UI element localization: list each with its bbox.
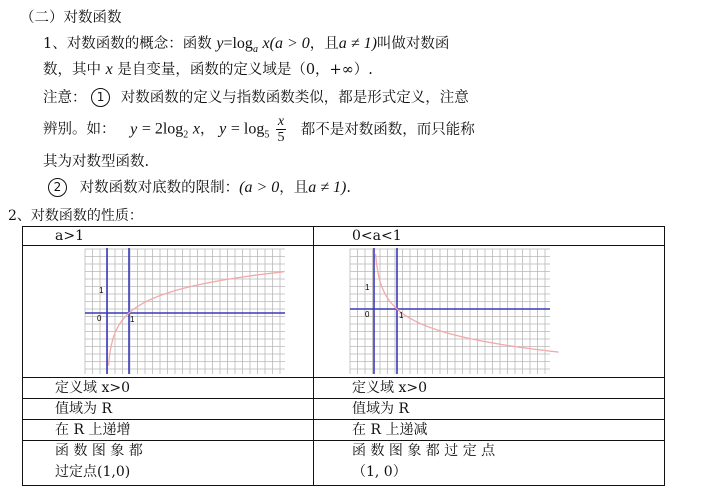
note-line-2 xyxy=(43,114,475,145)
header-a-gt-1: a>1 xyxy=(23,227,314,246)
definition-text-b: ，且 xyxy=(309,36,339,52)
properties-table xyxy=(22,226,665,486)
monotonic-left: 在 R 上递增 xyxy=(23,420,314,441)
graph-cell-decreasing xyxy=(314,246,665,378)
fixed-point-right-line-2: （1, 0） xyxy=(352,464,407,480)
range-right: 值域为 R xyxy=(314,399,665,420)
range-left: 值域为 R xyxy=(23,399,314,420)
definition-text-c: 叫做对数函 xyxy=(376,36,450,52)
note-line-3: 其为对数型函数. xyxy=(43,154,150,170)
math-eq: = xyxy=(223,35,233,52)
definition-line-1 xyxy=(43,32,449,55)
definition-line-2 xyxy=(43,58,373,79)
example-comma: ， xyxy=(200,121,215,138)
example2-y: y xyxy=(219,120,227,138)
example1-x: x xyxy=(192,120,201,138)
math-x-cond: x(a > 0 xyxy=(262,35,310,52)
example1-base: 2 xyxy=(183,129,189,141)
note-2-line xyxy=(48,176,351,197)
domain-right: 定义域 x>0 xyxy=(314,378,665,399)
label-zero: 0 xyxy=(365,310,370,319)
label-one-y: 1 xyxy=(99,286,104,295)
note2-text-b: ，且 xyxy=(279,180,309,196)
properties-heading: 2、对数函数的性质： xyxy=(8,208,143,224)
note2-text-c: . xyxy=(346,180,351,196)
grid xyxy=(85,248,285,374)
fixed-point-left-line-1: 函 数 图 象 都 xyxy=(55,443,143,459)
domain-left: 定义域 x>0 xyxy=(23,378,314,399)
note-text-2b: 都不是对数函数，而只能称 xyxy=(300,121,475,138)
definition-text-d: 数，其中 xyxy=(43,62,101,78)
fraction-numerator: x xyxy=(277,114,285,129)
log-curve-decreasing xyxy=(376,254,559,352)
note2-a-neq-1: a ≠ 1) xyxy=(308,179,347,196)
note2-cond: (a > 0 xyxy=(239,179,280,196)
label-one-x: 1 xyxy=(130,315,135,324)
definition-text-a: 1、对数函数的概念：函数 xyxy=(43,36,212,52)
note2-text-a: 对数函数对底数的限制： xyxy=(79,180,240,196)
note-text-1: 对数函数的定义与指数函数类似，都是形式定义，注意 xyxy=(120,90,469,106)
circled-number-1: 1 xyxy=(91,88,110,107)
graph-increasing xyxy=(23,246,313,377)
note-label: 注意： xyxy=(43,90,87,106)
header-a-lt-1: 0<a<1 xyxy=(314,227,665,246)
note-line-1 xyxy=(43,86,469,107)
example2-fraction xyxy=(276,114,286,145)
fixed-point-left-line-2: 过定点(1,0) xyxy=(55,464,131,480)
example1-y: y xyxy=(130,120,138,138)
monotonic-right: 在 R 上递减 xyxy=(314,420,665,441)
example2-expr: = log xyxy=(230,120,265,138)
fixed-point-left xyxy=(23,441,314,486)
label-zero: 0 xyxy=(97,314,102,323)
definition-text-e: 是自变量，函数的定义域是（0，+∞）. xyxy=(117,62,373,78)
fixed-point-right xyxy=(314,441,665,486)
label-one-x: 1 xyxy=(399,311,404,320)
example1-expr: = 2log xyxy=(141,120,184,138)
graph-cell-increasing xyxy=(23,246,314,378)
fixed-point-right-line-1: 函 数 图 象 都 过 定 点 xyxy=(352,443,496,459)
math-base-a: a xyxy=(252,44,258,55)
graph-decreasing xyxy=(314,246,664,377)
fraction-denominator: 5 xyxy=(277,130,285,145)
label-one-y: 1 xyxy=(365,283,370,292)
math-y: y xyxy=(216,35,224,52)
grid xyxy=(350,249,550,374)
example2-base: 5 xyxy=(264,129,270,141)
section-title: （二）对数函数 xyxy=(20,10,122,26)
math-a-neq-1: a ≠ 1) xyxy=(338,35,377,52)
note-text-2a: 辨别。如： xyxy=(43,121,116,138)
math-log: log xyxy=(232,35,253,52)
math-x: x xyxy=(105,61,113,78)
circled-number-2: 2 xyxy=(48,178,67,197)
